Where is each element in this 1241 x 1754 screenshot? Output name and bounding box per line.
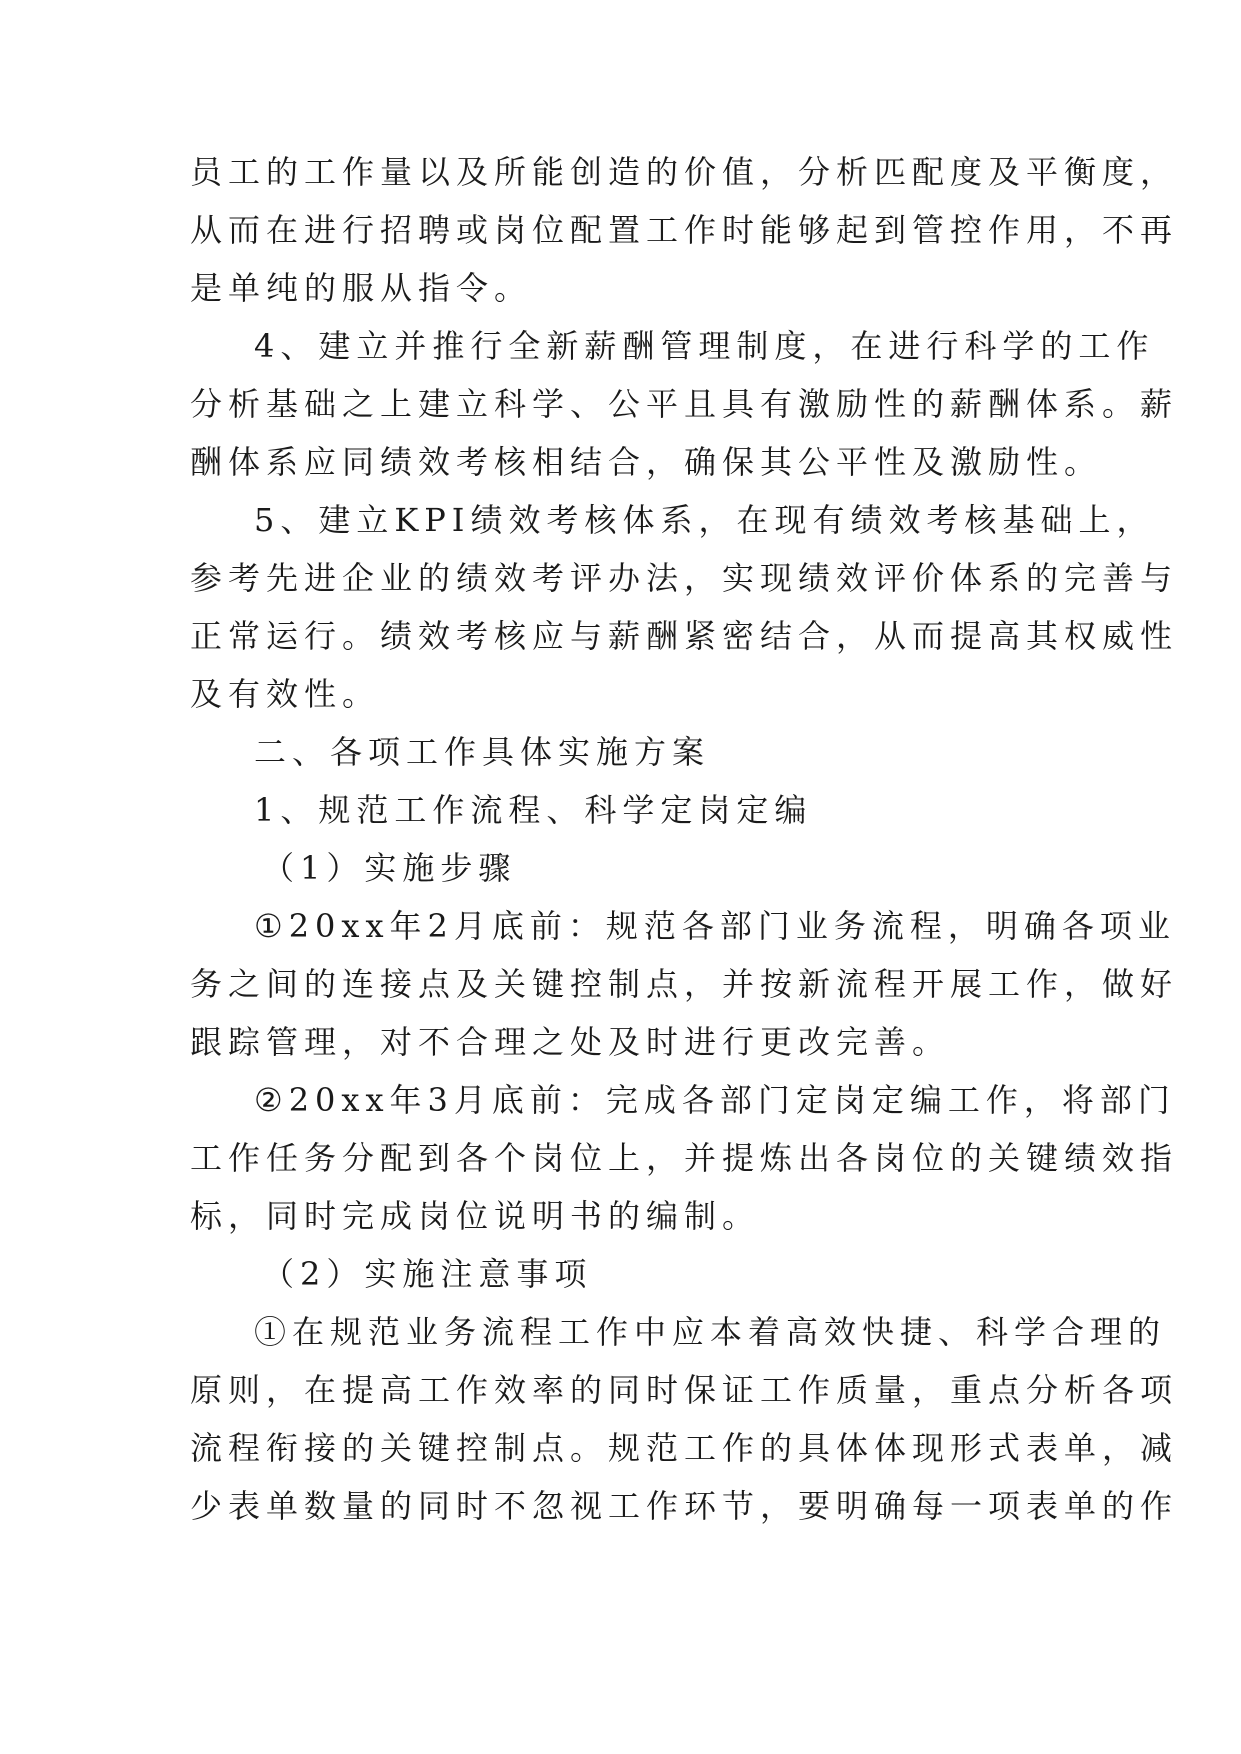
- text-line: 务之间的连接点及关键控制点，并按新流程开展工作，做好: [190, 965, 1179, 1003]
- text-line: ①在规范业务流程工作中应本着高效快捷、科学合理的: [254, 1313, 1167, 1351]
- text-line: 工作任务分配到各个岗位上，并提炼出各岗位的关键绩效指: [190, 1139, 1179, 1177]
- text-line: ②20xx年3月底前：完成各部门定岗定编工作，将部门: [254, 1081, 1176, 1119]
- text-line: 从而在进行招聘或岗位配置工作时能够起到管控作用，不再: [190, 211, 1179, 249]
- text-line: 正常运行。绩效考核应与薪酬紧密结合，从而提高其权威性: [190, 617, 1179, 655]
- text-line: 跟踪管理，对不合理之处及时进行更改完善。: [190, 1023, 951, 1061]
- text-line: ①20xx年2月底前：规范各部门业务流程，明确各项业: [254, 907, 1176, 945]
- text-line: 5、建立KPI绩效考核体系，在现有绩效考核基础上，: [254, 501, 1155, 539]
- text-line: 少表单数量的同时不忽视工作环节，要明确每一项表单的作: [190, 1487, 1179, 1525]
- text-line: 员工的工作量以及所能创造的价值，分析匹配度及平衡度，: [190, 153, 1179, 191]
- text-line: 流程衔接的关键控制点。规范工作的具体体现形式表单，减: [190, 1429, 1179, 1467]
- item-heading: （1）实施步骤: [262, 849, 517, 887]
- text-line: 酬体系应同绩效考核相结合，确保其公平性及激励性。: [190, 443, 1103, 481]
- section-heading: 二、各项工作具体实施方案: [254, 733, 711, 771]
- item-heading: （2）实施注意事项: [262, 1255, 593, 1293]
- text-line: 原则，在提高工作效率的同时保证工作质量，重点分析各项: [190, 1371, 1179, 1409]
- text-line: 分析基础之上建立科学、公平且具有激励性的薪酬体系。薪: [190, 385, 1179, 423]
- text-line: 及有效性。: [190, 675, 381, 713]
- text-line: 标，同时完成岗位说明书的编制。: [190, 1197, 761, 1235]
- text-line: 参考先进企业的绩效考评办法，实现绩效评价体系的完善与: [190, 559, 1179, 597]
- subsection-heading: 1、规范工作流程、科学定岗定编: [254, 791, 813, 829]
- text-line: 是单纯的服从指令。: [190, 269, 533, 307]
- text-line: 4、建立并推行全新薪酬管理制度，在进行科学的工作: [254, 327, 1155, 365]
